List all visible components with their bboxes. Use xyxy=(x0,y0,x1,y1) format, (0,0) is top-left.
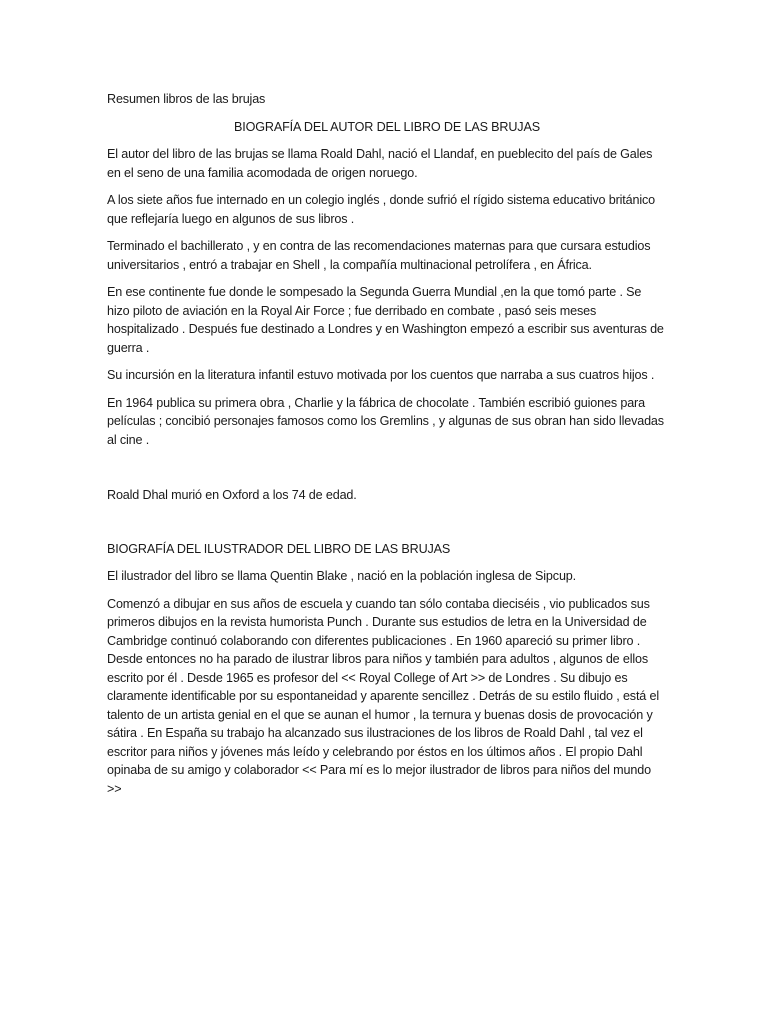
author-paragraph-school: A los siete años fue internado en un colegio inglés , donde sufrió el rígido sistema educativo británico que reflejaría luego en algunos de sus libros . xyxy=(107,193,655,226)
author-paragraph-works: En 1964 publica su primera obra , Charlie y la fábrica de chocolate . También escribió guiones para películas ; concibió personajes famosos como los Gremlins , y algunas de sus obran han sido llevadas al cine . xyxy=(107,395,664,447)
author-paragraph-children: Su incursión en la literatura infantil estuvo motivada por los cuentos que narraba a sus cuatros hijos . xyxy=(107,368,655,382)
author-paragraph-origin: El autor del libro de las brujas se llama Roald Dahl, nació el Llandaf, en pueblecito del país de Gales en el seno de una familia acomodada de origen noruego. xyxy=(107,147,653,180)
author-paragraph-shell: Terminado el bachillerato , y en contra de las recomendaciones maternas para que cursara estudios universitarios , entró a trabajar en Shell , la compañía multinacional petrolífera , en África. xyxy=(107,239,651,272)
document-title: Resumen libros de las brujas xyxy=(107,92,266,106)
spacer xyxy=(107,514,667,540)
author-death-paragraph: Roald Dhal murió en Oxford a los 74 de edad. xyxy=(107,488,357,502)
illustrator-section-heading: BIOGRAFÍA DEL ILUSTRADOR DEL LIBRO DE LAS BRUJAS xyxy=(107,541,451,556)
author-paragraph-war: En ese continente fue donde le sompesado la Segunda Guerra Mundial ,en la que tomó parte . Se hizo piloto de aviación en la Royal Air Force ; fue derribado en combate , pasó seis meses hospitalizado . Después fue destinado a Londres y en Washington empezó a escribir sus aventuras de guerra . xyxy=(107,285,664,355)
illustrator-paragraph-birth: El ilustrador del libro se llama Quentin Blake , nació en la población inglesa de Sipcup. xyxy=(107,569,576,583)
illustrator-paragraph-career: Comenzó a dibujar en sus años de escuela y cuando tan sólo contaba dieciséis , vio publicados sus primeros dibujos en la revista humorista Punch . Durante sus estudios de letra en la Universidad de Cambridge continuó colaborando con diferentes publicaciones . En 1960 apareció su primer libro . Desde entonces no ha parado de ilustrar libros para niños y también para adultos , algunos de ellos escrito por él . Desde 1965 es profesor del << Royal College of Art >> de Londres . Su dibujo es claramente identificable por su espontaneidad y aparente sencillez . Detrás de su estilo fluido , está el talento de un artista genial en el que se aunan el humor , la ternura y buenas dosis de provocación y sátira . En España su trabajo ha alcanzado sus ilustraciones de los libros de Roald Dahl , tal vez el escritor para niños y jóvenes más leído y celebrando por éstos en los últimos años . El propio Dahl opinaba de su amigo y colaborador << Para mí es lo mejor ilustrador de libros para niños del mundo >> xyxy=(107,596,660,796)
author-section-heading: BIOGRAFÍA DEL AUTOR DEL LIBRO DE LAS BRUJAS xyxy=(234,119,540,134)
spacer xyxy=(107,458,667,486)
document-body xyxy=(107,90,667,807)
